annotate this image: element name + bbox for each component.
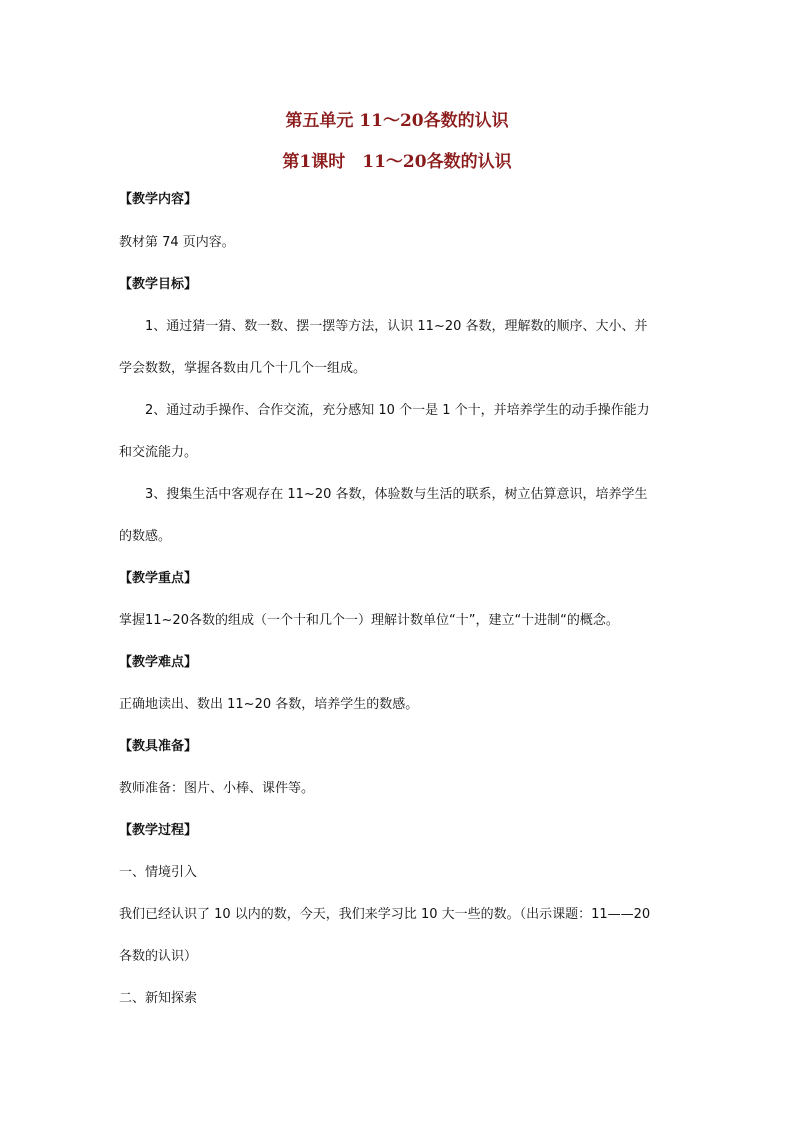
unit-title: 第五单元 11～20各数的认识 xyxy=(285,111,509,131)
goal-2-line-2: 和交流能力。 xyxy=(119,445,198,460)
key-points-text: 掌握11~20各数的组成（一个十和几个一）理解计数单位“十”，建立“十进制“的概念。 xyxy=(119,613,619,628)
content-heading: 【教学内容】 xyxy=(119,192,198,207)
difficulty-heading: 【教学难点】 xyxy=(119,655,198,670)
goal-1-line-2: 学会数数，掌握各数由几个十几个一组成。 xyxy=(119,361,367,376)
key-points-heading: 【教学重点】 xyxy=(119,571,198,586)
goals-heading: 【教学目标】 xyxy=(119,277,198,292)
step-1-title: 一、情境引入 xyxy=(119,865,198,880)
goal-2-line-1: 2、通过动手操作、合作交流，充分感知 10 个一是 1 个十，并培养学生的动手操作能力 xyxy=(145,403,650,418)
step-2-title: 二、新知探索 xyxy=(119,991,198,1006)
goal-3-line-2: 的数感。 xyxy=(119,529,172,544)
tools-text: 教师准备：图片、小棒、课件等。 xyxy=(119,781,315,796)
goal-3-line-1: 3、搜集生活中客观存在 11~20 各数，体验数与生活的联系，树立估算意识，培养学生 xyxy=(145,487,648,502)
step-1-line-1: 我们已经认识了 10 以内的数，今天，我们来学习比 10 大一些的数。（出示课题：11——20 xyxy=(119,907,651,922)
lesson-title: 第1课时 11～20各数的认识 xyxy=(282,152,512,172)
step-1-line-2: 各数的认识） xyxy=(119,949,198,964)
difficulty-text: 正确地读出、数出 11~20 各数，培养学生的数感。 xyxy=(119,697,419,712)
tools-heading: 【教具准备】 xyxy=(119,739,198,754)
goal-1-line-1: 1、通过猜一猜、数一数、摆一摆等方法，认识 11~20 各数，理解数的顺序、大小、并 xyxy=(145,319,648,334)
content-text: 教材第 74 页内容。 xyxy=(119,235,235,250)
process-heading: 【教学过程】 xyxy=(119,823,198,838)
